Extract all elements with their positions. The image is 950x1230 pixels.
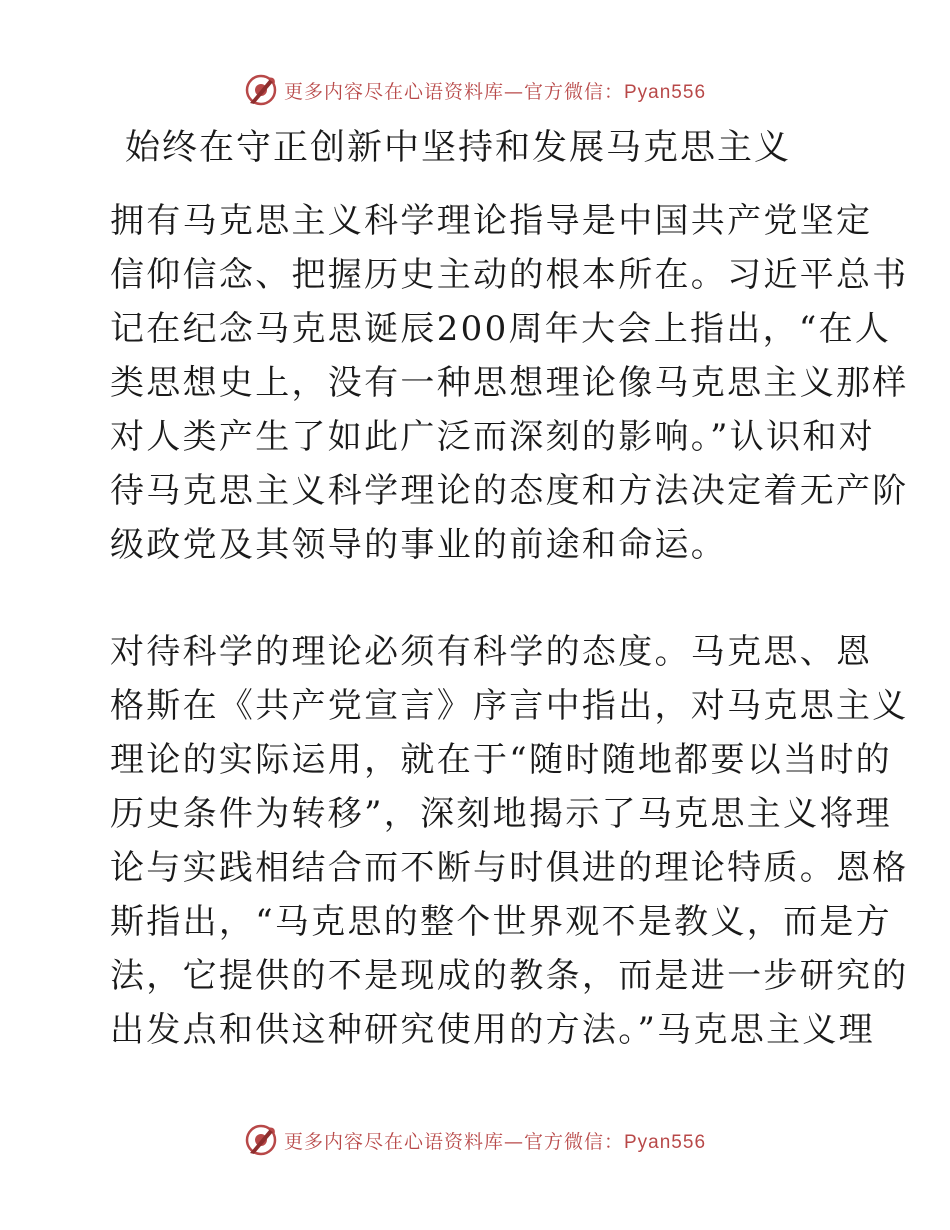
- paragraph-line: 对人类产生了如此广泛而深刻的影响。”认识和对: [110, 417, 875, 457]
- header-banner-text: 更多内容尽在心语资料库—官方微信：Pyan556: [283, 80, 707, 103]
- paragraph-2: [100, 625, 909, 1057]
- paragraph-1: [100, 194, 909, 572]
- paragraph-line: 级政党及其领导的事业的前途和命运。: [110, 525, 728, 565]
- paragraph-line: 斯指出，“马克思的整个世界观不是教义，而是方: [110, 902, 892, 942]
- paragraph-line: 理论的实际运用，就在于“随时随地都要以当时的: [110, 740, 892, 780]
- header-wechat-id: Pyan556: [624, 81, 707, 103]
- paragraph-line: 待马克思主义科学理论的态度和方法决定着无产阶: [110, 471, 909, 511]
- paragraph-line: 出发点和供这种研究使用的方法。”马克思主义理: [110, 1010, 875, 1050]
- paragraph-line: 信仰信念、把握历史主动的根本所在。习近平总书: [110, 255, 909, 295]
- footer-wechat-id: Pyan556: [624, 1131, 707, 1153]
- paragraph-line: 类思想史上，没有一种思想理论像马克思主义那样: [110, 363, 909, 403]
- paragraph-line: 论与实践相结合而不断与时俱进的理论特质。恩格: [110, 848, 909, 888]
- paragraph-line: 历史条件为转移”，深刻地揭示了马克思主义将理: [110, 794, 892, 834]
- paragraph-line: 对待科学的理论必须有科学的态度。马克思、恩: [110, 632, 873, 672]
- quill-logo-icon: [244, 1123, 278, 1157]
- header-banner: [0, 70, 950, 110]
- footer-banner: [0, 1120, 950, 1160]
- page-title: 始终在守正创新中坚持和发展马克思主义: [125, 128, 792, 168]
- paragraph-line: 格斯在《共产党宣言》序言中指出，对马克思主义: [110, 686, 909, 726]
- quill-logo-icon: [244, 73, 278, 107]
- footer-banner-text: 更多内容尽在心语资料库—官方微信：Pyan556: [283, 1130, 707, 1153]
- paragraph-line: 法，它提供的不是现成的教条，而是进一步研究的: [110, 956, 909, 996]
- paragraph-line: 拥有马克思主义科学理论指导是中国共产党坚定: [110, 201, 873, 241]
- paragraph-line: 记在纪念马克思诞辰200周年大会上指出，“在人: [110, 309, 892, 349]
